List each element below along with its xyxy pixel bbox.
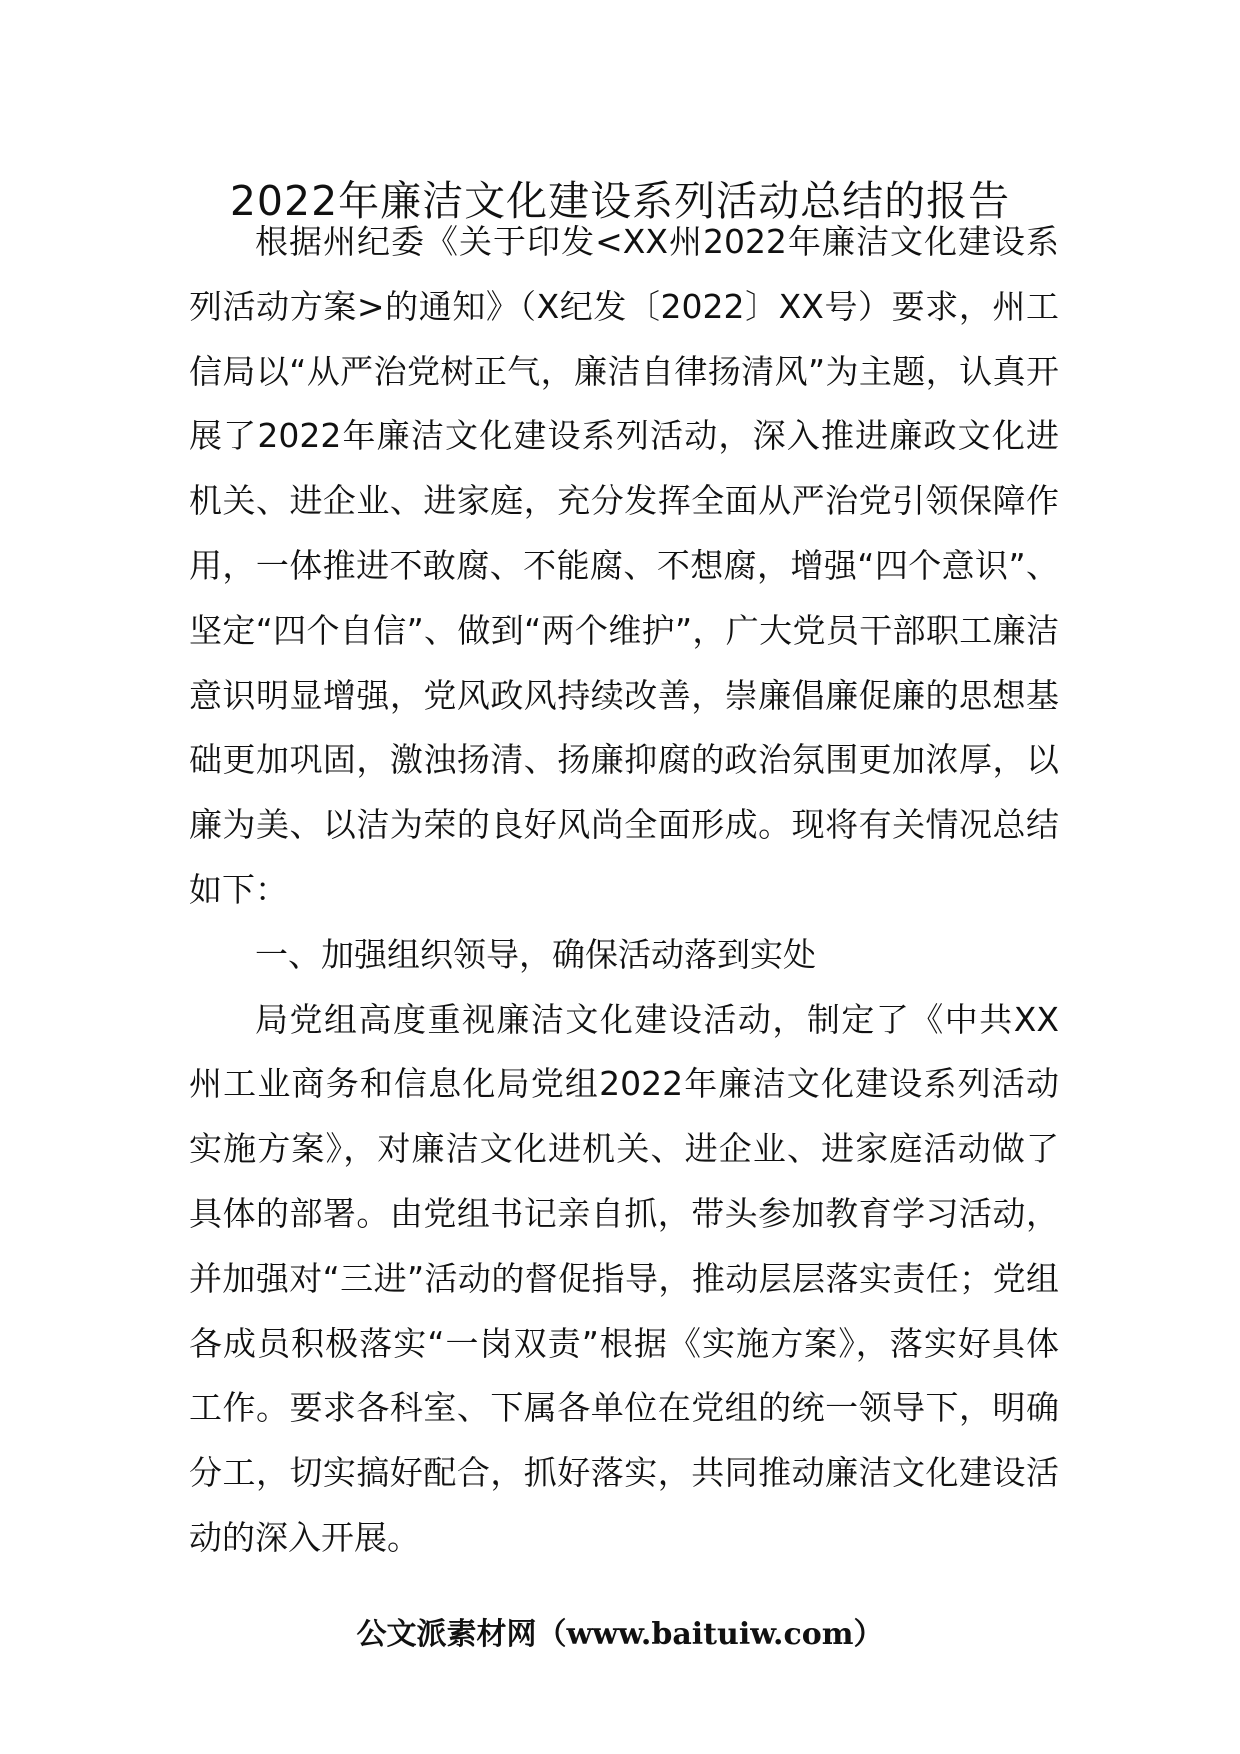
section-1-heading: 一、加强组织领导，确保活动落到实处	[255, 934, 816, 974]
intro-paragraph: 根据州纪委《关于印发<XX州2022年廉洁文化建设系列活动方案>的通知》（X纪发〔2022〕XX号）要求，州工信局以“从严治党树正气，廉洁自律扬清风”为主题，认真开展了2022年廉洁文化建设系列活动，深入推进廉政文化进机关、进企业、进家庭，充分发挥全面从严治党引领保障作用，一体推进不敢腐、不能腐、不想腐，增强“四个意识”、坚定“四个自信”、做到“两个维护”，广大党员干部职工廉洁意识明显增强，党风政风持续改善，崇廉倡廉促廉的思想基础更加巩固，激浊扬清、扬廉抑腐的政治氛围更加浓厚，以廉为美、以洁为荣的良好风尚全面形成。现将有关情况总结如下：	[189, 222, 1059, 909]
document-body	[189, 210, 1059, 1571]
document-title: 2022年廉洁文化建设系列活动总结的报告	[229, 177, 1011, 225]
footer-watermark: 公文派素材网（www.baituiw.com）	[356, 1617, 884, 1652]
section-1-paragraph: 局党组高度重视廉洁文化建设活动，制定了《中共XX州工业商务和信息化局党组2022年廉洁文化建设系列活动实施方案》，对廉洁文化进机关、进企业、进家庭活动做了具体的部署。由党组书记亲自抓，带头参加教育学习活动，并加强对“三进”活动的督促指导，推动层层落实责任；党组各成员积极落实“一岗双责”根据《实施方案》，落实好具体工作。要求各科室、下属各单位在党组的统一领导下，明确分工，切实搞好配合，抓好落实，共同推动廉洁文化建设活动的深入开展。	[189, 999, 1059, 1557]
